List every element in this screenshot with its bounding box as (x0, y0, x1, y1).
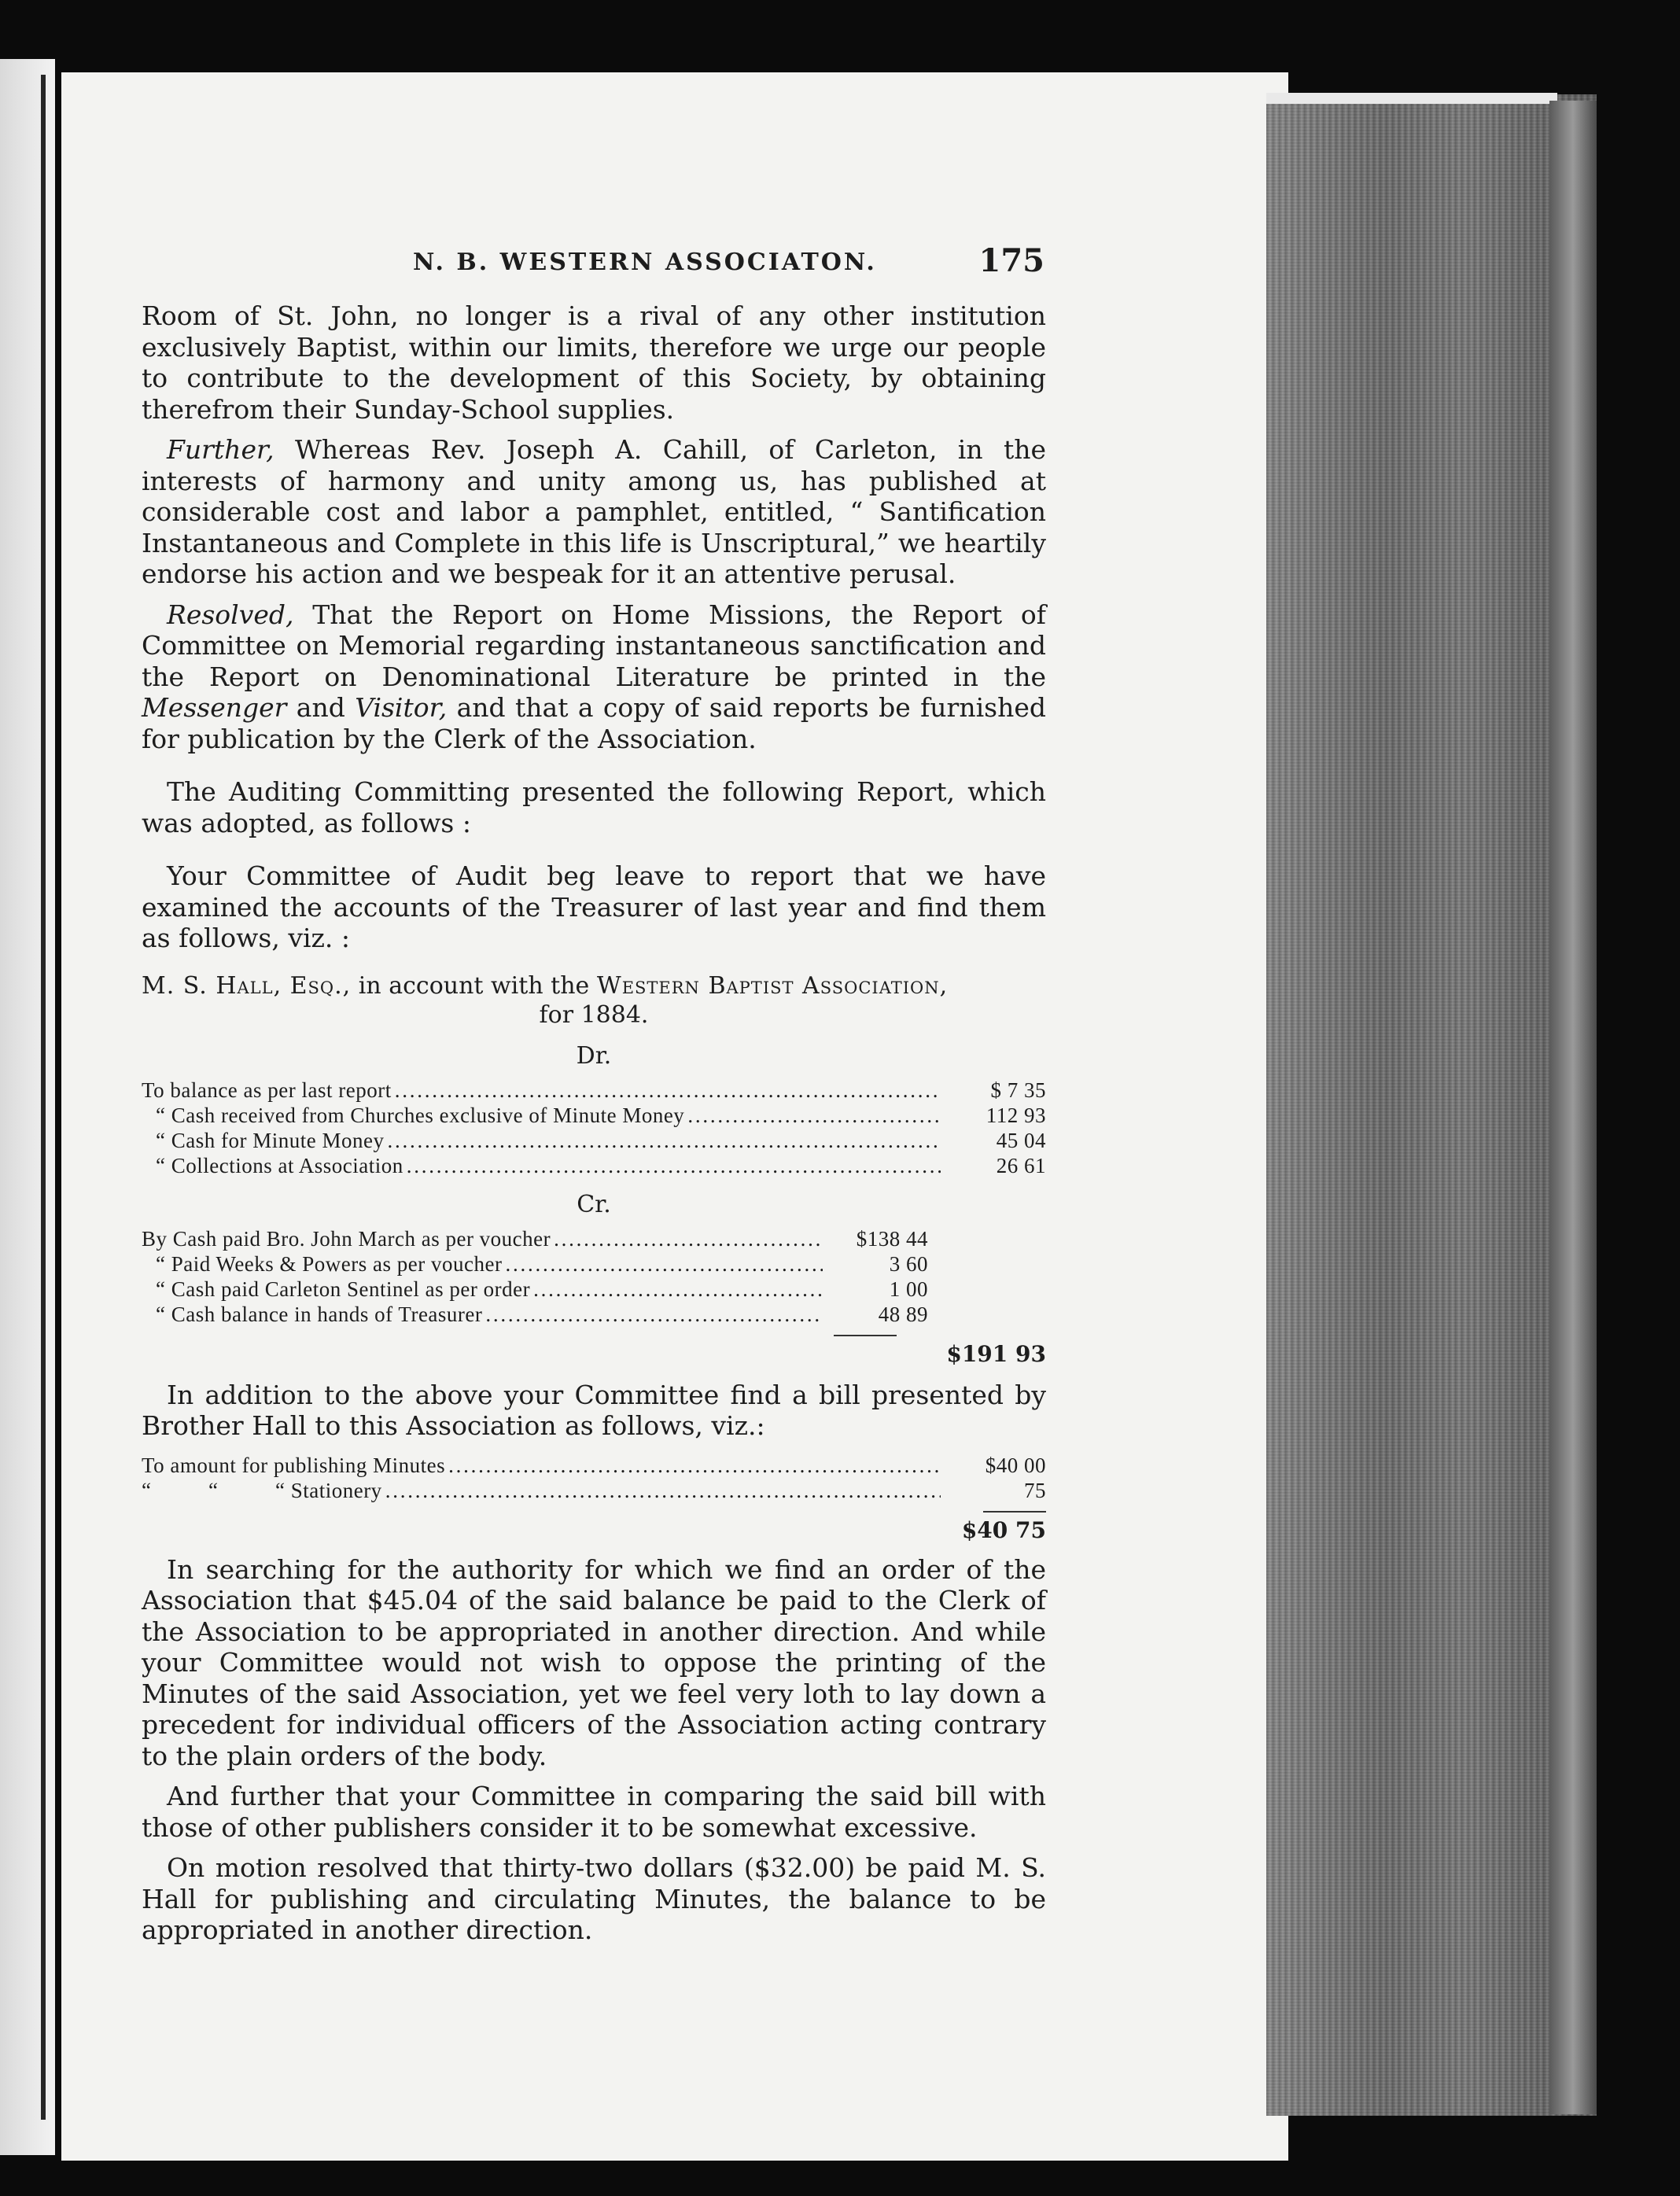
ledger-label: “ Cash paid Carleton Sentinel as per order (156, 1277, 531, 1301)
leader-dots (533, 1277, 823, 1302)
ledger-amount: 45 04 (996, 1128, 1046, 1152)
paragraph-bill: In addition to the above your Committee find a bill presented by Brother Hall to this Association as follows, viz.: (142, 1379, 1046, 1441)
paragraph-audit-report: Your Committee of Audit beg leave to report that we have examined the accounts of the Treasurer of last year and find them as follows, viz. : (142, 860, 1046, 953)
ledger-row (142, 1478, 1046, 1503)
ledger-amount: $40 00 (985, 1453, 1046, 1477)
ledger-row (142, 1453, 1046, 1478)
leader-dots (385, 1478, 941, 1503)
account-holder: M. S. Hall, Esq., (142, 971, 352, 1000)
debit-label: Dr. (576, 1041, 612, 1070)
credit-ledger (142, 1226, 928, 1336)
sum-rule (983, 1511, 1046, 1513)
paragraph-resolved (142, 599, 1046, 755)
running-title: N. B. WESTERN ASSOCIATON. (413, 249, 877, 276)
leader-dots (395, 1078, 941, 1103)
resolved-text-c: and that a copy of said reports be furnished for publication by the Clerk of the Association. (142, 692, 1046, 754)
ledger-amount: 75 (1024, 1478, 1046, 1502)
ledger-label: “ Collections at Association (156, 1153, 403, 1177)
paragraph-auditing: The Auditing Committing presented the following Report, which was adopted, as follows : (142, 776, 1046, 838)
ledger-amount: 3 60 (889, 1251, 928, 1276)
paragraph-motion: On motion resolved that thirty-two dollars ($32.00) be paid M. S. Hall for publishing and circulating Minutes, the balance to be appropriated in another direction. (142, 1852, 1046, 1945)
ledger-row (142, 1103, 1046, 1128)
ledger-row (142, 1226, 928, 1251)
account-middle: in account with the (351, 971, 597, 1000)
leader-dots (387, 1128, 941, 1153)
leader-dots (687, 1103, 941, 1128)
messenger-title: Messenger (142, 692, 287, 723)
ledger-row (142, 1302, 928, 1327)
credit-label: Cr. (577, 1190, 611, 1218)
ledger-row (142, 1128, 1046, 1153)
ledger-row (142, 1251, 928, 1277)
further-lead: Further, (167, 434, 274, 465)
book-gutter (41, 75, 46, 2120)
resolved-text-b: and (286, 692, 356, 723)
paragraph-continued: Room of St. John, no longer is a rival of any other institution exclusively Baptist, within our limits, therefore we urge our people to contribute to the development of this Society, by obtaining therefrom their Sunday-School supplies. (142, 300, 1046, 425)
resolved-text-a: That the Report on Home Missions, the Report of Committee on Memorial regarding instantaneous sanctification and the Report on Denominational Literature be printed in the (142, 599, 1046, 692)
page-number: 175 (978, 242, 1044, 279)
ledger-amount: 48 89 (878, 1302, 928, 1326)
leader-dots (485, 1302, 823, 1327)
ledger-label: By Cash paid Bro. John March as per voucher (142, 1226, 551, 1251)
ledger-amount: 26 61 (996, 1153, 1046, 1177)
ledger-label: “ Cash received from Churches exclusive of Minute Money (156, 1103, 685, 1127)
book-cover-edge (1549, 101, 1597, 2114)
account-heading (142, 971, 1046, 1001)
resolved-lead: Resolved, (167, 599, 294, 630)
paragraph-further-excessive: And further that your Committee in comparing the said bill with those of other publishers consider it to be somewhat excessive. (142, 1781, 1046, 1843)
visitor-title: Visitor, (355, 692, 448, 723)
ledger-label: To balance as per last report (142, 1078, 392, 1102)
facing-page-edge (0, 59, 55, 2155)
ledger-row (142, 1153, 1046, 1178)
account-org: Western Baptist Association, (596, 971, 949, 1000)
ledger-label: “ Cash balance in hands of Treasurer (156, 1302, 483, 1326)
leader-dots (407, 1153, 941, 1178)
ledger-label: “ Paid Weeks & Powers as per voucher (156, 1251, 503, 1276)
leader-dots (554, 1226, 823, 1251)
ledger-label: “ Cash for Minute Money (156, 1128, 385, 1152)
ledger-amount: 1 00 (889, 1277, 928, 1301)
debit-ledger (142, 1078, 1046, 1178)
leader-dots (505, 1251, 823, 1277)
ledger-amount: $ 7 35 (990, 1078, 1046, 1102)
ledger-row (142, 1277, 928, 1302)
account-total: $191 93 (946, 1340, 1046, 1367)
page-block-top (1266, 93, 1557, 104)
running-head (142, 242, 1046, 289)
sum-rule (834, 1335, 897, 1336)
paragraph-searching: In searching for the authority for which we find an order of the Association that $45.04 of the said balance be paid to the Clerk of the Association to be appropriated in another direction. And while your Committee would not wish to oppose the printing of the Minutes of the said Association, yet we feel very loth to lay down a precedent for individual officers of the Association acting contrary to the plain orders of the body. (142, 1553, 1046, 1771)
further-text: Whereas Rev. Joseph A. Cahill, of Carleton, in the interests of harmony and unity among us, has published at considerable cost and labor a pamphlet, entitled, “ Santification Instantaneous and Complete in this life is Unscriptural,” we heartily endorse his action and we bespeak for it an attentive perusal. (142, 434, 1046, 589)
ledger-label: “ “ “ Stationery (142, 1478, 382, 1502)
leader-dots (448, 1453, 941, 1478)
bill-ledger (142, 1453, 1046, 1513)
ledger-amount: 112 93 (986, 1103, 1046, 1127)
page-block-edge (1266, 94, 1597, 2116)
ledger-amount: $138 44 (856, 1226, 928, 1251)
bill-total: $40 75 (961, 1516, 1046, 1543)
ledger-row (142, 1078, 1046, 1103)
ledger-label: To amount for publishing Minutes (142, 1453, 446, 1477)
account-year: for 1884. (539, 1000, 649, 1029)
page-body (142, 300, 1046, 1946)
paragraph-further (142, 434, 1046, 590)
